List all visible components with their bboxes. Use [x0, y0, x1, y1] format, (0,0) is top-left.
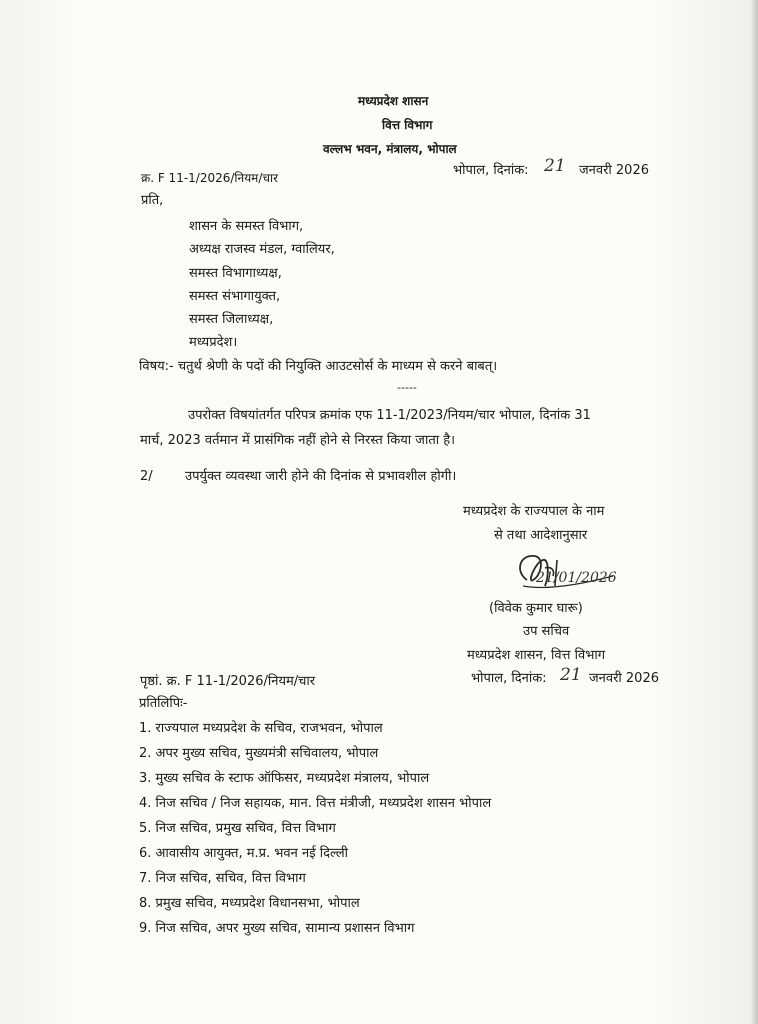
recipient-2: अध्यक्ष राजस्व मंडल, ग्वालियर, — [189, 242, 335, 257]
body-para2-text: उपर्युक्त व्यवस्था जारी होने की दिनांक से प्रभावशील होगी। — [185, 469, 457, 484]
signature-authority-line1: मध्यप्रदेश के राज्यपाल के नाम — [463, 504, 605, 519]
reference-date-prefix: भोपाल, दिनांक: — [453, 163, 529, 178]
subject-divider: ----- — [397, 381, 417, 394]
signatory-designation: उप सचिव — [523, 624, 570, 639]
header-department: वित्त विभाग — [382, 118, 433, 132]
copy-item-9: 9. निज सचिव, अपर मुख्य सचिव, सामान्य प्रशासन विभाग — [139, 921, 415, 936]
recipient-4: समस्त संभागायुक्त, — [189, 289, 281, 304]
reference-date-rest: जनवरी 2026 — [579, 163, 649, 178]
recipient-6: मध्यप्रदेश। — [189, 335, 238, 350]
signatory-name: (विवेक कुमार घारू) — [489, 601, 583, 616]
copy-item-2: 2. अपर मुख्य सचिव, मुख्यमंत्री सचिवालय, भोपाल — [139, 746, 379, 761]
signatory-office: मध्यप्रदेश शासन, वित्त विभाग — [467, 648, 606, 663]
copy-to-label: प्रतिलिपिः- — [139, 696, 188, 711]
endorsement-date-day-handwritten: 21 — [560, 665, 582, 685]
copy-item-6: 6. आवासीय आयुक्त, म.प्र. भवन नई दिल्ली — [139, 846, 349, 861]
copy-item-7: 7. निज सचिव, सचिव, वित्त विभाग — [139, 871, 306, 886]
endorsement-date-rest: जनवरी 2026 — [589, 671, 659, 686]
to-label: प्रति, — [141, 193, 164, 208]
recipient-1: शासन के समस्त विभाग, — [189, 219, 304, 234]
header-address: वल्लभ भवन, मंत्रालय, भोपाल — [323, 142, 457, 156]
body-para1-line1: उपरोक्त विषयांतर्गत परिपत्र क्रमांक एफ 11-1/2023/नियम/चार भोपाल, दिनांक 31 — [188, 408, 591, 423]
body-para1-line2: मार्च, 2023 वर्तमान में प्रासंगिक नहीं होने से निरस्त किया जाता है। — [140, 433, 456, 448]
reference-number: क्र. F 11-1/2026/नियम/चार — [141, 171, 279, 185]
recipient-5: समस्त जिलाध्यक्ष, — [189, 312, 274, 327]
subject-line: विषय:- चतुर्थ श्रेणी के पदों की नियुक्ति आउटसोर्स के माध्यम से करने बाबत्। — [139, 359, 498, 374]
reference-date-day-handwritten: 21 — [544, 156, 566, 176]
page-edge-shadow — [750, 0, 758, 1024]
recipient-3: समस्त विभागाध्यक्ष, — [189, 266, 282, 281]
signature-handwritten-date: 21/01/2026 — [536, 570, 617, 586]
copy-item-8: 8. प्रमुख सचिव, मध्यप्रदेश विधानसभा, भोपाल — [139, 896, 360, 911]
copy-item-4: 4. निज सचिव / निज सहायक, मान. वित्त मंत्रीजी, मध्यप्रदेश शासन भोपाल — [139, 796, 492, 811]
endorsement-number: पृष्ठां. क्र. F 11-1/2026/नियम/चार — [140, 674, 316, 689]
endorsement-date-prefix: भोपाल, दिनांक: — [471, 671, 547, 686]
copy-item-1: 1. राज्यपाल मध्यप्रदेश के सचिव, राजभवन, भोपाल — [139, 721, 383, 736]
copy-item-3: 3. मुख्य सचिव के स्टाफ ऑफिसर, मध्यप्रदेश मंत्रालय, भोपाल — [139, 771, 430, 786]
signature-authority-line2: से तथा आदेशानुसार — [494, 528, 588, 543]
header-government: मध्यप्रदेश शासन — [358, 94, 429, 108]
copy-item-5: 5. निज सचिव, प्रमुख सचिव, वित्त विभाग — [139, 821, 336, 836]
body-para2-number: 2/ — [140, 469, 153, 484]
